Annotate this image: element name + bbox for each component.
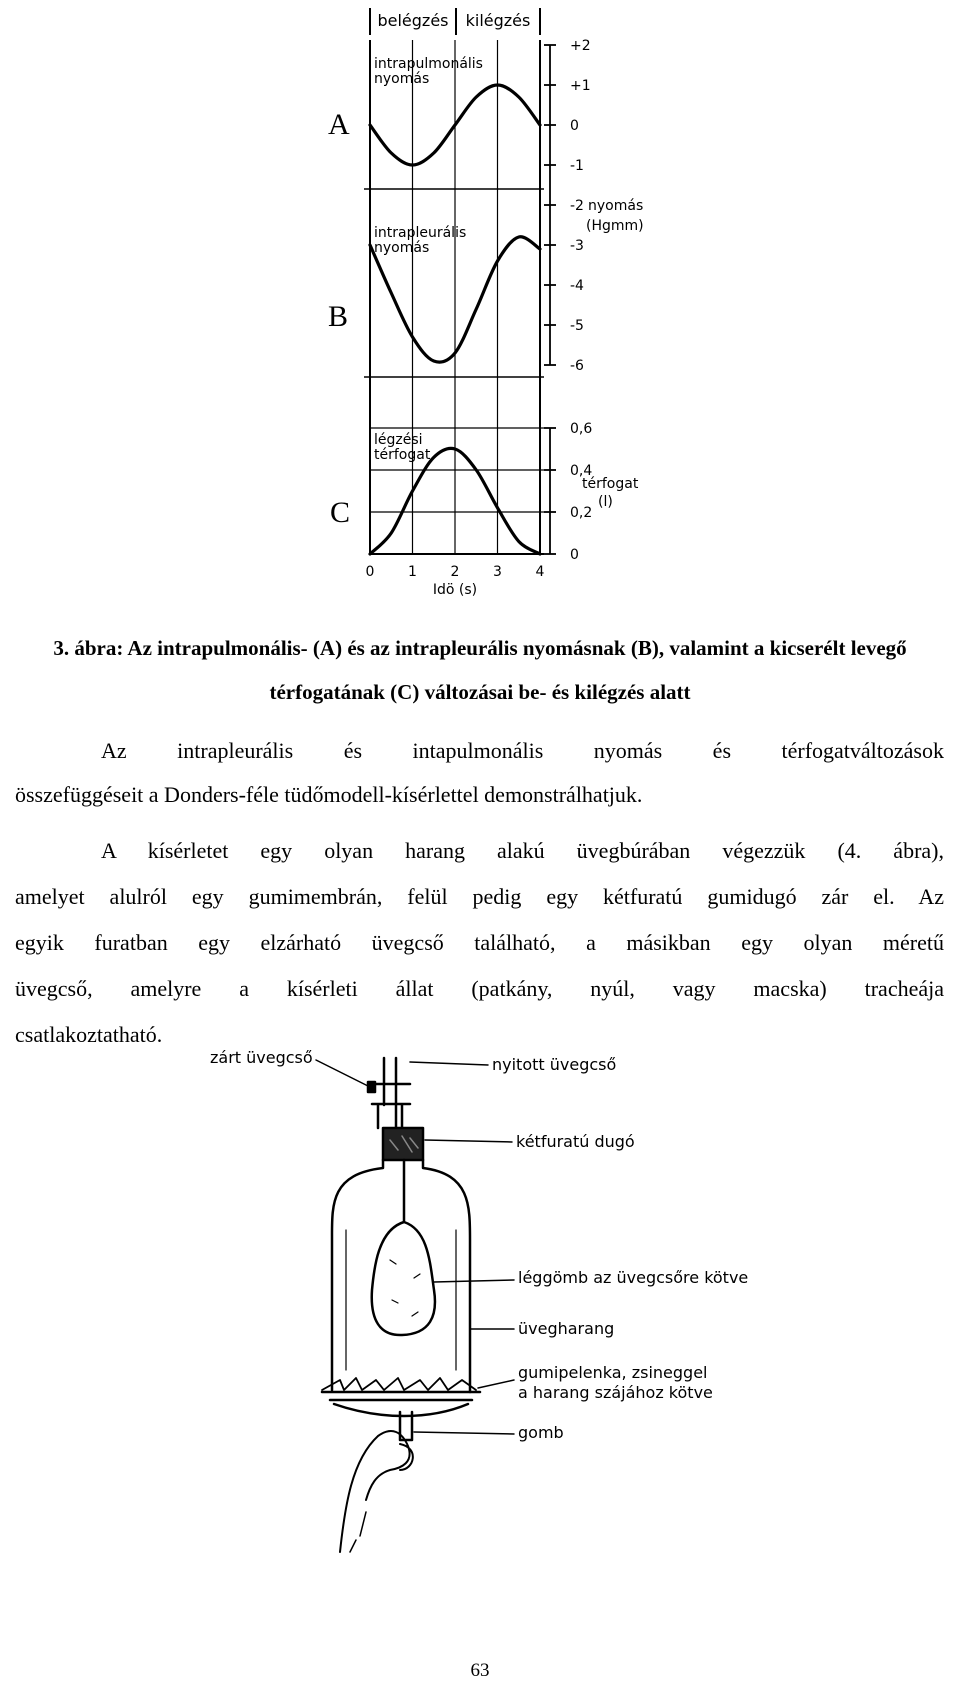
panel-a-label-line1: intrapulmonális xyxy=(374,56,483,72)
volume-tick-label: 0,6 xyxy=(570,421,593,437)
volume-unit-line2: (l) xyxy=(598,494,613,510)
bell-inner-wall xyxy=(346,1230,456,1370)
header-exhale: kilégzés xyxy=(465,11,531,30)
time-axis-title: Idö (s) xyxy=(432,582,478,598)
pressure-tick-label: -5 xyxy=(570,318,584,334)
leader-stopper xyxy=(425,1140,512,1142)
label-open-tube: nyitott üvegcső xyxy=(492,1055,617,1074)
time-tick-label: 0 xyxy=(365,564,375,580)
volume-tick-label: 0,2 xyxy=(570,505,593,521)
caption-line-1: 3. ábra: Az intrapulmonális- (A) és az intrapleurális nyomásnak (B), valamint a kicserélt levegő xyxy=(53,636,907,660)
lung-texture xyxy=(390,1260,420,1316)
header-inhale: belégzés xyxy=(377,11,449,30)
panel-b-label-line2: nyomás xyxy=(374,240,430,256)
time-tick-label: 4 xyxy=(535,564,545,580)
tube-clamp xyxy=(368,1082,375,1092)
leader-closed-tube xyxy=(316,1060,368,1086)
leader-membrane xyxy=(478,1380,514,1388)
pressure-tick-label: +2 xyxy=(570,38,591,54)
rubber-stopper xyxy=(383,1128,423,1160)
paragraph-2-line-1: A kísérletet egy olyan harang alakú üvegbúrában végezzük (4. ábra), xyxy=(101,838,944,863)
balloon-lung xyxy=(372,1222,435,1335)
pressure-unit-line1: nyomás xyxy=(588,198,644,214)
panel-b-label-line1: intrapleurális xyxy=(374,225,467,241)
tube-collar xyxy=(372,1104,410,1128)
paragraph-2-line-4: üvegcső, amelyre a kísérleti állat (patkány, nyúl, vagy macska) tracheája xyxy=(15,976,944,1001)
label-membrane-line1: gumipelenka, zsineggel xyxy=(518,1363,708,1382)
leader-knob xyxy=(414,1432,514,1434)
time-tick-label: 3 xyxy=(493,564,502,580)
pressure-tick-label: -3 xyxy=(570,238,584,254)
volume-unit-line1: térfogat xyxy=(582,476,639,492)
volume-tick-label: 0 xyxy=(570,547,579,563)
pressure-tick-label: -6 xyxy=(570,358,584,374)
membrane-ties xyxy=(322,1378,476,1390)
paragraph-1-line-1: Az intrapleurális és intapulmonális nyomás és térfogatváltozások xyxy=(101,738,944,763)
hand-lines xyxy=(350,1512,366,1552)
leader-open-tube xyxy=(410,1062,488,1065)
hand-drawing xyxy=(340,1431,413,1552)
label-lung: léggömb az üvegcsőre kötve xyxy=(518,1268,749,1287)
pressure-unit-line2: (Hgmm) xyxy=(586,218,644,234)
paragraph-2-line-2: amelyet alulról egy gumimembrán, felül pedig egy kétfuratú gumidugó zár el. Az xyxy=(15,884,944,909)
label-bell: üvegharang xyxy=(518,1319,615,1338)
panel-c-label-line2: térfogat xyxy=(374,447,431,463)
time-tick-label: 2 xyxy=(450,564,460,580)
pressure-tick-label: -4 xyxy=(570,278,584,294)
label-membrane-line2: a harang szájához kötve xyxy=(518,1383,713,1402)
pressure-tick-label: -2 xyxy=(570,198,584,214)
figure-4-donders-model xyxy=(316,1058,514,1552)
panel-letter-b: B xyxy=(328,300,349,333)
glass-bell xyxy=(332,1160,470,1392)
pressure-tick-label: +1 xyxy=(570,78,591,94)
pressure-tick-label: -1 xyxy=(570,158,584,174)
label-stopper: kétfuratú dugó xyxy=(516,1132,635,1151)
panel-letter-c: C xyxy=(330,496,351,529)
pressure-tick-label: 0 xyxy=(570,118,579,134)
panel-a-label-line2: nyomás xyxy=(374,71,430,87)
label-closed-tube: zárt üvegcső xyxy=(210,1048,313,1067)
leader-lung xyxy=(434,1280,514,1282)
caption-line-2: térfogatának (C) változásai be- és kilégzés alatt xyxy=(269,680,691,704)
time-tick-label: 1 xyxy=(408,564,417,580)
page-number: 63 xyxy=(470,1660,490,1681)
panel-letter-a: A xyxy=(328,108,350,141)
paragraph-2-line-5: csatlakoztatható. xyxy=(15,1022,163,1047)
paragraph-1-line-2: összefüggéseit a Donders-féle tüdőmodell-kísérlettel demonstrálhatjuk. xyxy=(15,782,643,807)
panel-c-label-line1: légzési xyxy=(374,432,423,448)
figure-3-respiration-chart xyxy=(364,8,644,598)
paragraph-2-line-3: egyik furatban egy elzárható üvegcső található, a másikban egy olyan méretű xyxy=(15,930,944,955)
label-knob: gomb xyxy=(518,1423,564,1442)
volume-tick-label: 0,4 xyxy=(570,463,593,479)
